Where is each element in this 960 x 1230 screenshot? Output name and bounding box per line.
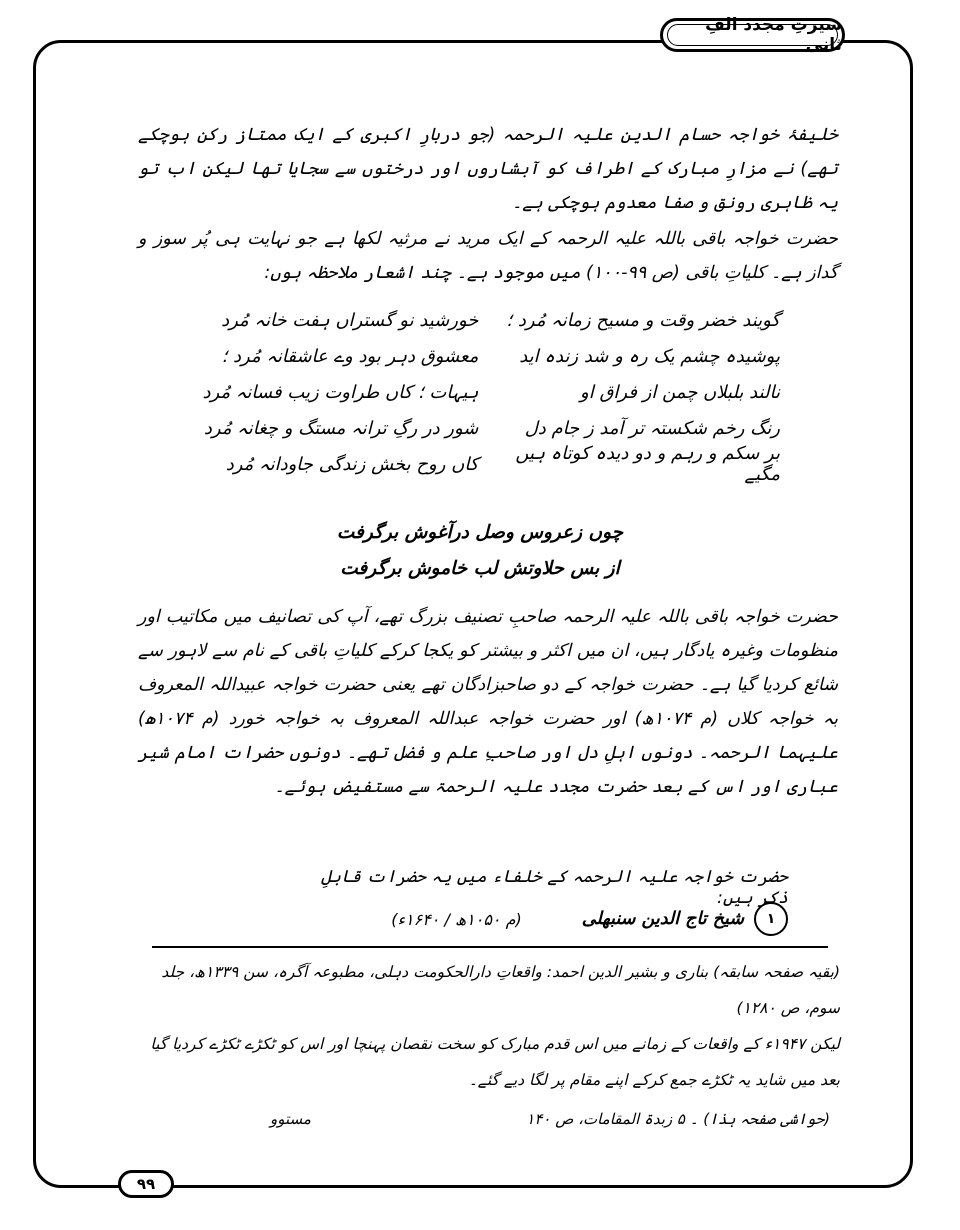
running-title: سیرتِ مجدد الفِ ثانی (705, 15, 842, 55)
header-cartouche (660, 15, 845, 55)
couplet-line: چوں زعروس وصل درآغوش برگرفت (336, 522, 624, 543)
hemistich: معشوق دہر بود وے عاشقانہ مُرد ؛ (221, 345, 479, 367)
hemistich: پوشیدہ چشم یک رہ و شد زندہ اید (519, 345, 780, 367)
verse-line (200, 410, 780, 446)
couplet-line: از بس حلاوتش لب خاموش برگرفت (340, 558, 620, 579)
main-text (138, 600, 838, 804)
intro-text (138, 118, 838, 290)
paragraph: خلیفۂ خواجہ حسام الدین علیہ الرحمہ (جو دربارِ اکبری کے ایک ممتاز رکن ہوچکے تھے) نے مزارِ مبارک کے اطراف کو آبشاروں اور درختوں سے سجایا تھا لیکن اب تو یہ ظاہری رونق و صفا معدوم ہوچکی ہے۔ (138, 125, 838, 213)
verse-line (200, 443, 780, 485)
khulafa-intro: حضرت خواجہ علیہ الرحمہ کے خلفاء میں یہ حضرات قابلِ ذکر ہیں: (321, 867, 788, 908)
khalifa-date: (م ۱۰۵۰ھ / ۱۶۴۰ء) (391, 909, 522, 929)
footnote-divider (152, 946, 828, 948)
hemistich: خورشید نو گستراں ہفت خانہ مُرد (221, 309, 479, 331)
hemistich: ہیہات ؛ کاں طراوت زیب فسانہ مُرد (202, 381, 479, 403)
signature-mark: مستوو (270, 1110, 311, 1128)
hemistich: بر سکم و رہم و دو دیدہ کوتاہ ہیں مگیے (515, 443, 780, 485)
footnote: (بقیہ صفحہ سابقہ) بناری و بشیر الدین احمد: واقعاتِ دارالحکومت دہلی، مطبوعہ آگرہ، سن ۱۳۳۹ھ، جلد سوم، ص ۱۲۸۰) (161, 963, 840, 1017)
verse-line (200, 302, 780, 338)
verse-line (200, 374, 780, 410)
khalifa-entry (300, 902, 788, 936)
footnote-reference: (حواشی صفحہ ہذا) ۔ ۵ زبدۃ المقامات، ص ۱۴۰ (526, 1110, 830, 1128)
hemistich: گویند خضر وقت و مسیح زمانہ مُرد ؛ (506, 309, 780, 331)
footnote: لیکن ۱۹۴۷ء کے واقعات کے زمانے میں اس قدم مبارک کو سخت نقصان پہنچا اور اس کو ٹکڑے ٹکڑے کردیا گیا (150, 1035, 840, 1053)
page-number: ۹۹ (118, 1170, 174, 1198)
paragraph: حضرت خواجہ باقی باللہ علیہ الرحمہ صاحبِ تصنیف بزرگ تھے، آپ کی تصانیف میں مکاتیب اور منظومات وغیرہ یادگار ہیں، ان میں اکثر و بیشتر کو یکجا کرکے کلیاتِ باقی کے نام سے لاہور سے شائع کردیا گیا ہے۔ حضرت خواجہ کے دو صاحبزادگان تھے یعنی حضرت خواجہ عبیداللہ المعروف بہ خواجہ کلاں (م ۱۰۷۴ھ) اور حضرت خواجہ عبداللہ المعروف بہ خواجہ خورد (م ۱۰۷۴ھ) علیہما الرحمہ۔ دونوں اہلِ دل اور صاحبِ علم و فضل تھے۔ دونوں حضرات امام شیر عباری اور اس کے بعد حضرت مجدد علیہ الرحمۃ سے مستفیض ہوئے۔ (138, 607, 838, 797)
hemistich: کاں روح بخش زندگی جاودانہ مُرد (225, 453, 479, 475)
hemistich: شور در رگِ ترانہ مستگ و چغانہ مُرد (203, 417, 479, 439)
hemistich: نالند بلبلاں چمن از فراق او (580, 381, 780, 403)
footnote: بعد میں شاید یہ ٹکڑے جمع کرکے اپنے مقام پر لگا دیے گئے۔ (468, 1071, 840, 1089)
hemistich: رنگ رخم شکستہ تر آمد ز جام دل (524, 417, 780, 439)
footnotes (150, 954, 840, 1098)
footnote-reference-row (270, 1110, 830, 1128)
khalifa-name: شیخ تاج الدین سنبھلی (581, 909, 744, 929)
paragraph: حضرت خواجہ باقی باللہ علیہ الرحمہ کے ایک مرید نے مرثیہ لکھا ہے جو نہایت ہی پُر سوز و گداز ہے۔ کلیاتِ باقی (ص ۹۹-۱۰۰) میں موجود ہے۔ چند اشعار ملاحظہ ہوں: (138, 229, 838, 283)
verse-block (200, 302, 780, 485)
entry-number: ۱ (754, 902, 788, 936)
verse-line (200, 338, 780, 374)
